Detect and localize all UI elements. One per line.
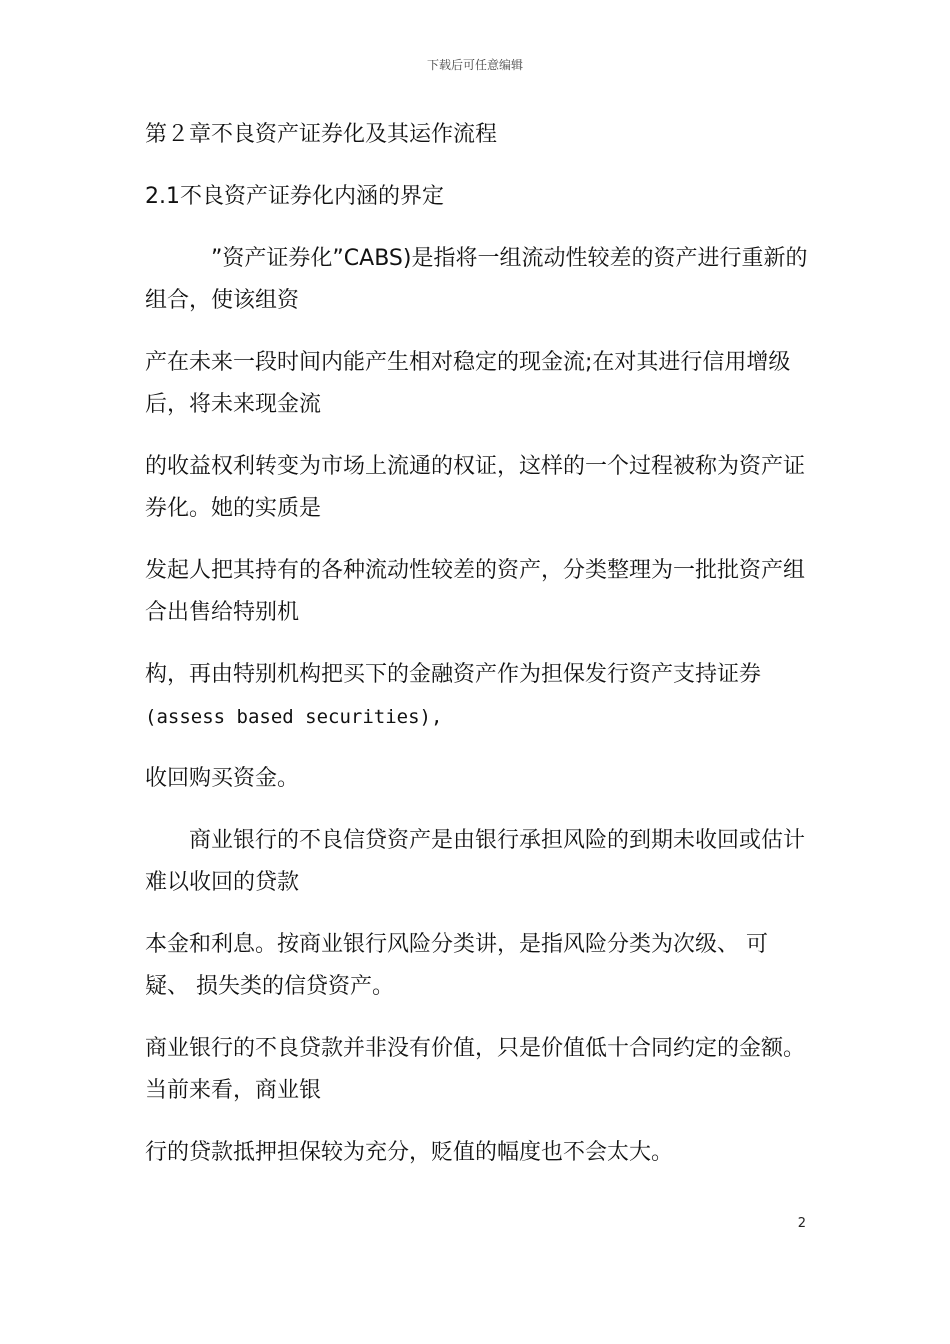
paragraph: ”资产证券化”CABS)是指将一组流动性较差的资产进行重新的组合，使该组资 [145,246,808,313]
paragraph: 的收益权利转变为市场上流通的权证，这样的一个过程被称为资产证券化。她的实质是 [145,454,806,521]
document-body [145,114,810,1194]
paragraph: 发起人把其持有的各种流动性较差的资产，分类整理为一批批资产组合出售给特别机 [145,558,806,625]
page-number: 2 [797,1216,806,1231]
chapter-title: 第２章不良资产证券化及其运作流程 [145,122,498,147]
paragraph-with-term [145,654,810,738]
paragraph: 产在未来一段时间内能产生相对稳定的现金流;在对其进行信用增级后，将未来现金流 [145,350,791,417]
paragraph-text: 构，再由特别机构把买下的金融资产作为担保发行资产支持证券 [145,662,762,687]
paragraph: 商业银行的不良信贷资产是由银行承担风险的到期未收回或估计难以收回的贷款 [145,828,806,895]
section-title: 2.1不良资产证券化内涵的界定 [145,184,444,209]
paragraph: 本金和利息。按商业银行风险分类讲，是指风险分类为次级、 可疑、 损失类的信贷资产。 [145,932,768,999]
paragraph: 行的贷款抵押担保较为充分，贬值的幅度也不会太大。 [145,1140,674,1165]
english-term: (assess based securities), [145,706,443,728]
page-header: 下载后可任意编辑 [426,58,523,72]
paragraph: 收回购买资金。 [145,766,300,791]
paragraph: 商业银行的不良贷款并非没有价值，只是价值低十合同约定的金额。当前来看，商业银 [145,1036,806,1103]
